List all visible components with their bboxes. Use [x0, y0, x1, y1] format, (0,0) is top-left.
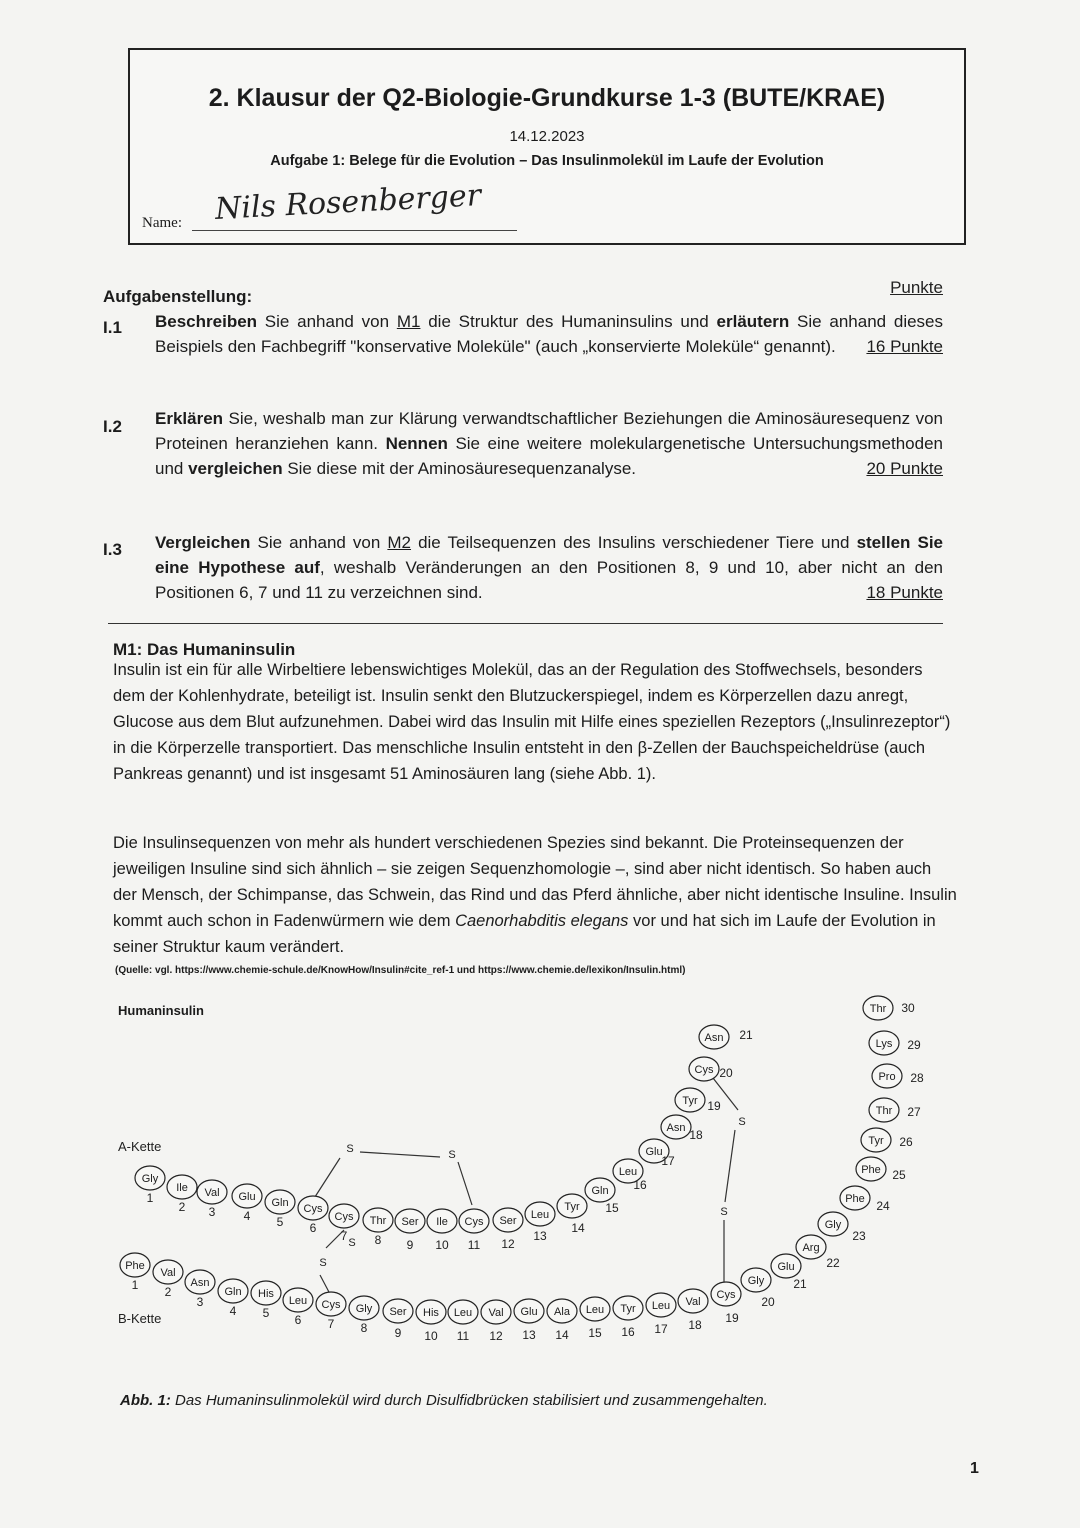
- amino-acid-label: Leu: [618, 1166, 638, 1178]
- position-number: 12: [489, 1329, 503, 1343]
- amino-acid-label: Thr: [869, 1003, 887, 1015]
- amino-acid-label: Leu: [288, 1295, 308, 1307]
- amino-acid-label: Gly: [747, 1275, 765, 1287]
- bridge-line: [320, 1275, 330, 1294]
- amino-acid: [197, 1180, 227, 1219]
- bridge-line: [360, 1152, 440, 1157]
- amino-acid-label: Tyr: [564, 1201, 580, 1213]
- position-number: 25: [892, 1168, 906, 1182]
- amino-acid-label: Ser: [499, 1215, 517, 1227]
- sulfur-label: S: [720, 1206, 728, 1218]
- amino-acid-label: Val: [204, 1187, 220, 1199]
- task-points: 20 Punkte: [866, 459, 943, 478]
- position-number: 9: [394, 1326, 402, 1340]
- amino-acid-label: Thr: [369, 1215, 387, 1227]
- amino-acid-label: Phe: [125, 1260, 145, 1272]
- task-text: [155, 309, 943, 359]
- amino-acid-label: Tyr: [620, 1303, 636, 1315]
- amino-acid-label: His: [258, 1288, 274, 1300]
- task-number: I.3: [103, 540, 122, 559]
- position-number: 13: [522, 1328, 536, 1342]
- amino-acid-label: Glu: [238, 1191, 256, 1203]
- amino-acid: [557, 1194, 587, 1235]
- amino-acid-label: Phe: [845, 1193, 865, 1205]
- position-number: 2: [164, 1285, 172, 1299]
- amino-acid: [678, 1289, 708, 1332]
- position-number: 5: [276, 1215, 284, 1229]
- position-number: 20: [761, 1295, 775, 1309]
- amino-acid: [265, 1190, 295, 1229]
- position-number: 18: [688, 1318, 702, 1332]
- position-number: 6: [309, 1221, 317, 1235]
- disulfide-bridges: [313, 1078, 738, 1294]
- amino-acid-label: Tyr: [682, 1095, 698, 1107]
- amino-acid: [363, 1208, 393, 1247]
- insulin-molecule-diagram: [0, 980, 1080, 1380]
- section-divider: [108, 623, 943, 624]
- amino-acid-label: Val: [488, 1307, 504, 1319]
- amino-acid-label: Arg: [802, 1242, 820, 1254]
- amino-acid: [689, 1057, 733, 1081]
- task-number: I.1: [103, 318, 122, 337]
- position-number: 11: [456, 1329, 470, 1343]
- amino-acid: [613, 1159, 647, 1192]
- amino-acid-label: Leu: [530, 1209, 550, 1221]
- position-number: 2: [178, 1200, 186, 1214]
- position-number: 8: [374, 1233, 382, 1247]
- task-number: I.2: [103, 417, 122, 436]
- amino-acid-label: Val: [160, 1267, 176, 1279]
- position-number: 10: [424, 1329, 438, 1343]
- task-text-part: Sie eine weitere molekulargenetische Untersuchungsmethoden und: [155, 434, 943, 478]
- points-heading: Punkte: [890, 278, 943, 297]
- amino-acid: [613, 1296, 643, 1339]
- amino-acid: [580, 1297, 610, 1340]
- position-number: 7: [340, 1229, 348, 1243]
- amino-acid: [741, 1268, 775, 1309]
- amino-acid: [840, 1186, 890, 1213]
- amino-acid-label: Glu: [645, 1146, 663, 1158]
- paragraph-text: Die Insulinsequenzen von mehr als hundert verschiedenen Spezies sind bekannt. Die Proteinsequenzen der jeweiligen Insuline sind sich ähnlich – sie zeigen Sequenzhomologie –, sind aber nicht identisch. So haben auch der Mensch, der Schimpanse, das Schwein, das Rind und das Pferd ähnliche, aber nicht identische Insuline. Insulin kommt auch schon in Fadenwürmern wie dem: [113, 834, 957, 930]
- amino-acid-label: Leu: [453, 1307, 473, 1319]
- a-chain: [135, 1025, 753, 1252]
- position-number: 29: [907, 1038, 921, 1052]
- task-ref: M1: [396, 312, 421, 331]
- amino-acid-label: Thr: [875, 1105, 893, 1117]
- amino-acid-label: Leu: [585, 1304, 605, 1316]
- amino-acid-label: Gly: [141, 1173, 159, 1185]
- amino-acid: [861, 1128, 913, 1152]
- sulfur-label: S: [738, 1116, 746, 1128]
- amino-acid: [639, 1139, 675, 1168]
- amino-acid: [448, 1300, 478, 1343]
- position-number: 15: [588, 1326, 602, 1340]
- caption-text: Das Humaninsulinmolekül wird durch Disulfidbrücken stabilisiert und zusammengehalten.: [170, 1392, 768, 1409]
- amino-acid: [796, 1235, 840, 1270]
- b-chain-label: B-Kette: [118, 1311, 162, 1326]
- task-text-part: Sie diese mit der Aminosäuresequenzanalyse.: [282, 459, 637, 478]
- name-value: Nils Rosenberger: [214, 178, 482, 227]
- m1-paragraph-1: Insulin ist ein für alle Wirbeltiere lebenswichtiges Molekül, das an der Regulation des Stoffwechsels, besonders dem der Kohlenhydrate, beteiligt ist. Insulin senkt den Blutzuckerspiegel, indem es Körperzellen dazu anregt, Glucose aus dem Blut aufzunehmen. Dabei wird das Insulin mit Hilfe eines speziellen Rezeptors („Insulinrezeptor“) in die Körperzelle transportiert. Das menschliche Insulin entsteht in den β-Zellen der Bauchspeicheldrüse (auch Pankreas genannt) und ist insgesamt 51 Aminosäuren lang (siehe Abb. 1).: [113, 661, 951, 783]
- bridge-line: [313, 1158, 340, 1200]
- position-number: 24: [876, 1199, 890, 1213]
- paragraph-text: vor und hat sich im Laufe der Evolution in seiner Struktur kaum verändert.: [113, 912, 936, 956]
- amino-acid: [493, 1208, 523, 1251]
- amino-acid: [459, 1209, 489, 1252]
- task-verb: stellen Sie eine Hypothese auf: [155, 533, 943, 577]
- amino-acid-label: Ile: [176, 1182, 188, 1194]
- task-text-part: die Teilsequenzen des Insulins verschiedener Tiere und: [411, 533, 857, 552]
- amino-acid-label: Ile: [436, 1216, 448, 1228]
- amino-acid: [863, 996, 915, 1020]
- amino-acid-label: Cys: [334, 1211, 354, 1223]
- amino-acid: [232, 1184, 262, 1223]
- amino-acid: [856, 1157, 906, 1182]
- amino-acid-label: Pro: [878, 1071, 896, 1083]
- position-number: 16: [633, 1178, 647, 1192]
- amino-acid-label: Gln: [271, 1197, 289, 1209]
- name-label: Name:: [142, 215, 182, 231]
- bridge-line: [458, 1162, 472, 1205]
- amino-acid: [514, 1299, 544, 1342]
- task-verb: Vergleichen: [155, 533, 251, 552]
- position-number: 10: [435, 1238, 449, 1252]
- task-points: 16 Punkte: [866, 337, 943, 356]
- sulfur-labels: [319, 1116, 745, 1269]
- amino-acid-label: Glu: [777, 1261, 795, 1273]
- amino-acid: [395, 1209, 425, 1252]
- amino-acid: [869, 1098, 921, 1122]
- position-number: 14: [555, 1328, 569, 1342]
- amino-acid-label: Gly: [824, 1219, 842, 1231]
- position-number: 8: [360, 1321, 368, 1335]
- position-number: 19: [707, 1099, 721, 1113]
- amino-acid: [316, 1292, 346, 1331]
- amino-acid-label: Asn: [190, 1277, 210, 1289]
- position-number: 17: [654, 1322, 668, 1336]
- amino-acid-label: Gln: [591, 1185, 609, 1197]
- exam-title: 2. Klausur der Q2-Biologie-Grundkurse 1-3 (BUTE/KRAE): [208, 84, 886, 112]
- source-citation: (Quelle: vgl. https://www.chemie-schule.de/KnowHow/Insulin#cite_ref-1 und https://www.chemie.de/lexikon/Insulin.html): [115, 965, 686, 976]
- task-verb: Beschreiben: [155, 312, 258, 331]
- m1-paragraph-2: [113, 830, 958, 960]
- amino-acid: [167, 1175, 197, 1214]
- amino-acid: [251, 1281, 281, 1320]
- position-number: 23: [852, 1229, 866, 1243]
- m1-heading: M1: Das Humaninsulin: [113, 640, 296, 659]
- amino-acid: [585, 1178, 619, 1215]
- position-number: 14: [571, 1221, 585, 1235]
- amino-acid: [675, 1088, 721, 1113]
- sulfur-label: S: [448, 1149, 456, 1161]
- position-number: 19: [725, 1311, 739, 1325]
- amino-acid-label: Cys: [464, 1216, 484, 1228]
- position-number: 11: [467, 1238, 481, 1252]
- task-verb: Nennen: [385, 434, 448, 453]
- exam-task-title: Aufgabe 1: Belege für die Evolution – Das Insulinmolekül im Laufe der Evolution: [270, 153, 824, 169]
- task-text: [155, 406, 943, 481]
- amino-acid: [120, 1253, 150, 1292]
- header-box: [128, 48, 966, 245]
- amino-acid-label: Glu: [520, 1306, 538, 1318]
- amino-acid-label: Gln: [224, 1286, 242, 1298]
- position-number: 13: [533, 1229, 547, 1243]
- amino-acid-label: Gly: [355, 1303, 373, 1315]
- position-number: 27: [907, 1105, 921, 1119]
- species-name: Caenorhabditis elegans: [455, 912, 629, 930]
- position-number: 20: [719, 1066, 733, 1080]
- position-number: 17: [661, 1154, 675, 1168]
- position-number: 1: [131, 1278, 139, 1292]
- position-number: 4: [229, 1304, 237, 1318]
- amino-acid: [218, 1279, 248, 1318]
- amino-acid-label: Cys: [303, 1203, 323, 1215]
- amino-acid-label: Asn: [666, 1122, 686, 1134]
- amino-acid-label: Cys: [716, 1289, 736, 1301]
- task-points: 18 Punkte: [866, 583, 943, 602]
- position-number: 4: [243, 1209, 251, 1223]
- position-number: 12: [501, 1237, 515, 1251]
- position-number: 16: [621, 1325, 635, 1339]
- position-number: 6: [294, 1313, 302, 1327]
- task-verb: vergleichen: [188, 459, 283, 478]
- position-number: 9: [406, 1238, 414, 1252]
- position-number: 5: [262, 1306, 270, 1320]
- amino-acid: [646, 1293, 676, 1336]
- position-number: 22: [826, 1256, 840, 1270]
- task-verb: erläutern: [716, 312, 790, 331]
- amino-acid-label: Tyr: [868, 1135, 884, 1147]
- amino-acid-label: Val: [685, 1296, 701, 1308]
- amino-acid: [427, 1209, 457, 1252]
- amino-acid-label: His: [423, 1307, 439, 1319]
- amino-acid-label: Cys: [694, 1064, 714, 1076]
- task-text-part: die Struktur des Humaninsulins und: [420, 312, 717, 331]
- position-number: 28: [910, 1071, 924, 1085]
- amino-acid-label: Cys: [321, 1299, 341, 1311]
- amino-acid: [153, 1260, 183, 1299]
- figure-label: Humaninsulin: [118, 1003, 204, 1018]
- bridge-line: [725, 1130, 735, 1202]
- amino-acid: [525, 1202, 555, 1243]
- position-number: 7: [327, 1317, 335, 1331]
- exam-date: 14.12.2023: [509, 128, 585, 145]
- amino-acid: [416, 1300, 446, 1343]
- task-text: [155, 530, 943, 605]
- position-number: 1: [146, 1191, 154, 1205]
- page-number: 1: [970, 1460, 979, 1477]
- b-chain: [120, 996, 924, 1343]
- task-ref: M2: [387, 533, 412, 552]
- amino-acid: [135, 1166, 165, 1205]
- amino-acid-label: Ser: [389, 1306, 407, 1318]
- sulfur-label: S: [348, 1237, 356, 1249]
- position-number: 15: [605, 1201, 619, 1215]
- amino-acid: [185, 1270, 215, 1309]
- amino-acid-label: Asn: [704, 1032, 724, 1044]
- position-number: 21: [739, 1028, 753, 1042]
- amino-acid-label: Lys: [875, 1038, 893, 1050]
- amino-acid-label: Ala: [554, 1306, 570, 1318]
- tasks-heading: Aufgabenstellung:: [103, 287, 253, 306]
- position-number: 3: [208, 1205, 216, 1219]
- amino-acid: [298, 1196, 328, 1235]
- position-number: 3: [196, 1295, 204, 1309]
- amino-acid: [283, 1288, 313, 1327]
- task-text-part: Sie, weshalb man zur Klärung verwandtschaftlicher Beziehungen die Aminosäuresequenz von Proteinen heranziehen kann.: [155, 409, 943, 453]
- amino-acid: [818, 1212, 866, 1243]
- amino-acid-label: Leu: [651, 1300, 671, 1312]
- amino-acid: [872, 1064, 924, 1088]
- sulfur-label: S: [346, 1143, 354, 1155]
- position-number: 21: [793, 1277, 807, 1291]
- position-number: 18: [689, 1128, 703, 1142]
- task-text-part: Sie anhand dieses Beispiels den Fachbegriff "konservative Moleküle" (auch „konservierte Moleküle“ genannt).: [155, 312, 944, 356]
- sulfur-label: S: [319, 1257, 327, 1269]
- amino-acid: [481, 1300, 511, 1343]
- amino-acid: [711, 1282, 741, 1325]
- position-number: 26: [899, 1135, 913, 1149]
- caption-label: Abb. 1:: [120, 1392, 171, 1409]
- amino-acid: [699, 1025, 753, 1049]
- amino-acid: [383, 1299, 413, 1340]
- amino-acid-label: Ser: [401, 1216, 419, 1228]
- name-line: [192, 230, 517, 231]
- task-text-part: , weshalb Veränderungen an den Positionen 8, 9 und 10, aber nicht an den Positionen 6, 7 und 11 zu verzeichnen sind.: [155, 558, 943, 602]
- amino-acid: [869, 1031, 921, 1055]
- amino-acid-label: Phe: [861, 1164, 881, 1176]
- amino-acid: [771, 1254, 807, 1291]
- amino-acid: [547, 1299, 577, 1342]
- task-text-part: Sie anhand von: [257, 312, 397, 331]
- figure-caption: [120, 1392, 768, 1409]
- amino-acid: [349, 1296, 379, 1335]
- position-number: 30: [901, 1001, 915, 1015]
- a-chain-label: A-Kette: [118, 1139, 162, 1154]
- task-text-part: Sie anhand von: [250, 533, 388, 552]
- task-verb: Erklären: [155, 409, 224, 428]
- amino-acid: [661, 1115, 703, 1142]
